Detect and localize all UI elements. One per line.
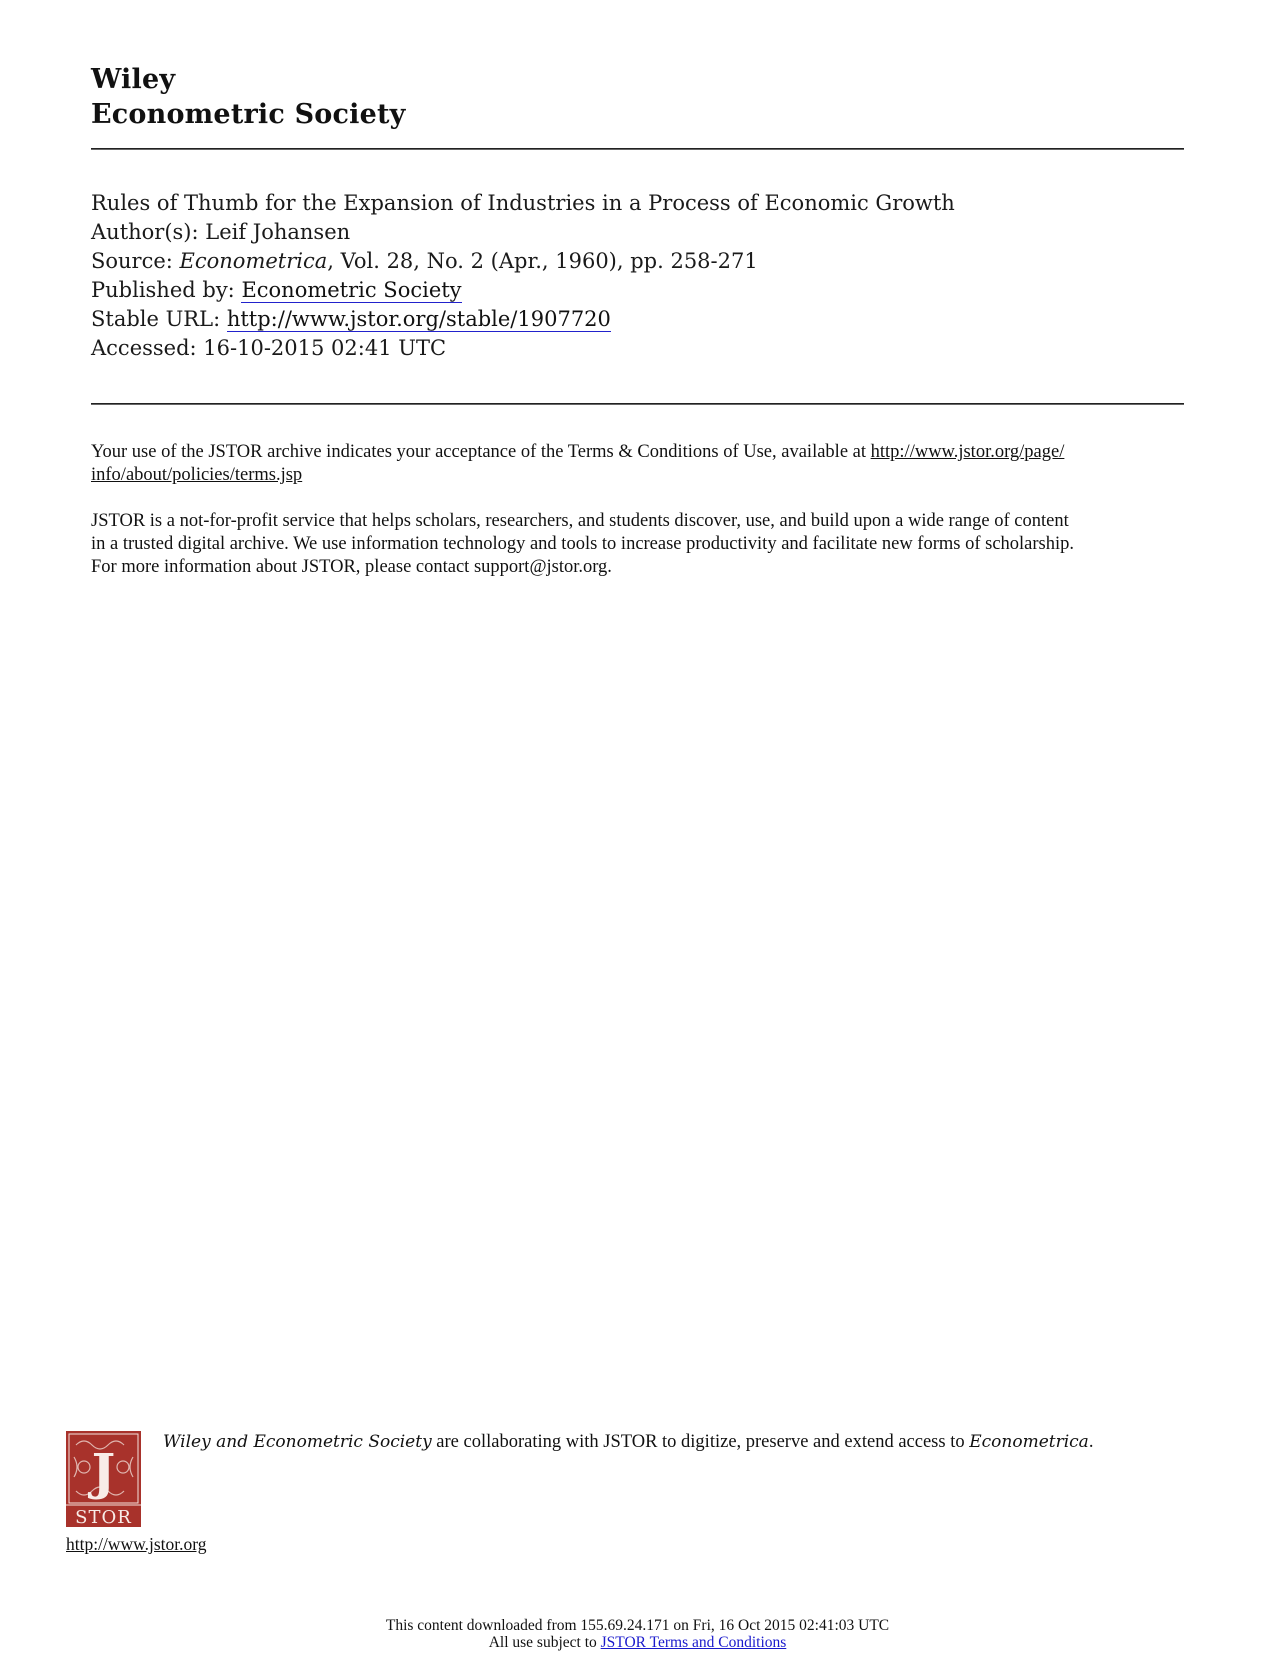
logo-letter: J <box>91 1442 116 1501</box>
author-line <box>91 218 350 247</box>
source-label: Source: <box>91 249 180 273</box>
about-line-1: JSTOR is a not-for-profit service that helps scholars, researchers, and students discover, use, and build upon a wide range of content <box>91 511 1069 531</box>
publisher-link[interactable]: Econometric Society <box>241 278 462 302</box>
jstor-home-link[interactable]: http://www.jstor.org <box>66 1534 207 1554</box>
download-notice: This content downloaded from 155.69.24.171 on Fri, 16 Oct 2015 02:41:03 UTC <box>385 1617 890 1634</box>
accessed-line <box>91 334 446 363</box>
usage-notice <box>0 1634 1275 1651</box>
article-title: Rules of Thumb for the Expansion of Industries in a Process of Economic Growth <box>91 191 955 215</box>
top-divider <box>91 148 1184 150</box>
accessed-date: 16-10-2015 02:41 UTC <box>203 336 447 360</box>
about-line-3: For more information about JSTOR, please contact support@jstor.org. <box>91 557 612 577</box>
terms-url-link-part2[interactable]: info/about/policies/terms.jsp <box>91 465 303 485</box>
bottom-divider <box>91 403 1184 405</box>
accessed-label: Accessed: <box>91 336 204 360</box>
published-by-line <box>91 276 462 305</box>
collab-end: . <box>1088 1432 1094 1452</box>
source-line <box>91 247 758 276</box>
terms-url-link-part1[interactable]: http://www.jstor.org/page/ <box>870 442 1065 462</box>
collaboration-statement <box>163 1432 1093 1453</box>
source-details: , Vol. 28, No. 2 (Apr., 1960), pp. 258-271 <box>327 249 758 273</box>
author-name: Leif Johansen <box>205 220 351 244</box>
jstor-home-line <box>66 1534 207 1555</box>
terms-text: Your use of the JSTOR archive indicates your acceptance of the Terms & Conditions of Use, available at <box>91 442 871 462</box>
author-label: Author(s): <box>91 220 206 244</box>
jstor-terms-link[interactable]: JSTOR Terms and Conditions <box>600 1634 787 1651</box>
publisher-wiley: Wiley <box>91 64 176 95</box>
about-jstor-paragraph <box>91 510 1191 579</box>
collab-partners: Wiley and Econometric Society <box>163 1432 432 1452</box>
journal-name: Econometrica <box>179 249 328 273</box>
about-line-2: in a trusted digital archive. We use information technology and tools to increase productivity and facilitate new forms of scholarship. <box>91 534 1075 554</box>
logo-word: STOR <box>75 1507 132 1527</box>
usage-prefix: All use subject to <box>488 1634 601 1651</box>
jstor-logo[interactable] <box>66 1431 141 1527</box>
stable-url-line <box>91 305 611 334</box>
jstor-logo-graphic <box>66 1431 141 1527</box>
stable-url-label: Stable URL: <box>91 307 227 331</box>
stable-url-link[interactable]: http://www.jstor.org/stable/1907720 <box>226 307 611 331</box>
publisher-econometric-society: Econometric Society <box>91 99 406 130</box>
terms-paragraph <box>91 441 1191 487</box>
collab-journal: Econometrica <box>969 1432 1089 1452</box>
published-label: Published by: <box>91 278 242 302</box>
collab-text: are collaborating with JSTOR to digitize, preserve and extend access to <box>431 1432 970 1452</box>
